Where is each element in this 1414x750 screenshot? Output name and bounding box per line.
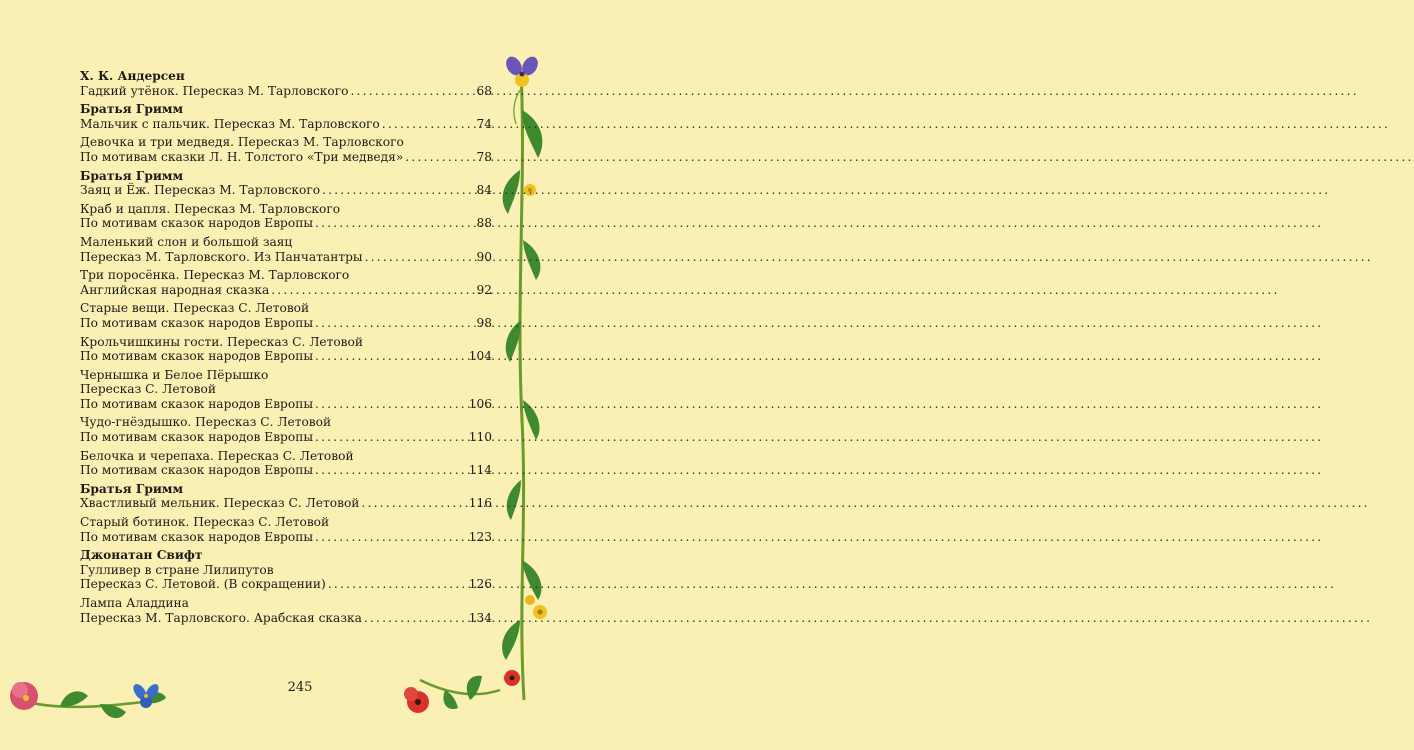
- toc-line: [80, 117, 492, 132]
- toc-line: [80, 611, 492, 626]
- toc-author: [80, 169, 492, 184]
- entry-title: Пересказ С. Летовой. (В сокращении): [80, 577, 326, 592]
- toc-entry: [80, 415, 492, 444]
- table-of-contents: [80, 69, 492, 629]
- toc-entry: [80, 548, 492, 592]
- entry-title: По мотивам сказок народов Европы: [80, 216, 314, 231]
- entry-title: Пересказ С. Летовой: [80, 382, 216, 397]
- dot-leader: [364, 611, 467, 626]
- entry-title: По мотивам сказок народов Европы: [80, 349, 314, 364]
- author-name: Братья Гримм: [80, 102, 184, 117]
- toc-line: [80, 216, 492, 231]
- violet-flower-icon: [503, 54, 541, 87]
- toc-author: [80, 482, 492, 497]
- entry-title: Заяц и Ёж. Пересказ М. Тарловского: [80, 183, 321, 198]
- toc-line: [80, 268, 492, 283]
- dot-leader: [315, 430, 467, 445]
- entry-title: Английская народная сказка: [80, 282, 270, 297]
- entry-page-number: 68: [476, 83, 492, 98]
- entry-page-number: 104: [468, 349, 492, 364]
- entry-page-number: 92: [476, 282, 492, 297]
- toc-line: [80, 496, 492, 511]
- entry-title: По мотивам сказок народов Европы: [80, 529, 314, 544]
- entry-title: Мальчик с пальчик. Пересказ М. Тарловского: [80, 116, 380, 131]
- toc-line: [80, 430, 492, 445]
- entry-title: По мотивам сказок народов Европы: [80, 396, 314, 411]
- toc-line: [80, 382, 492, 397]
- entry-title: Старые вещи. Пересказ С. Летовой: [80, 301, 310, 316]
- toc-author: [80, 548, 492, 563]
- toc-line: [80, 316, 492, 331]
- entry-page-number: 106: [468, 396, 492, 411]
- toc-line: [80, 463, 492, 478]
- toc-entry: [80, 268, 492, 297]
- toc-line: [80, 349, 492, 364]
- dot-leader: [315, 530, 467, 545]
- entry-title: Гулливер в стране Лилипутов: [80, 562, 274, 577]
- toc-entry: [80, 102, 492, 131]
- dot-leader: [328, 577, 467, 592]
- entry-title: По мотивам сказок народов Европы: [80, 430, 314, 445]
- page-number: 245: [287, 680, 313, 695]
- dot-leader: [350, 84, 474, 99]
- entry-title: По мотивам сказок народов Европы: [80, 315, 314, 330]
- entry-page-number: 114: [468, 463, 492, 478]
- toc-line: [80, 515, 492, 530]
- toc-line: [80, 596, 492, 611]
- toc-entry: [80, 301, 492, 330]
- toc-line: [80, 449, 492, 464]
- dot-leader: [315, 349, 467, 364]
- author-name: Х. К. Андерсен: [80, 69, 185, 83]
- toc-line: [80, 84, 492, 99]
- dot-leader: [271, 283, 474, 298]
- entry-title: По мотивам сказок народов Европы: [80, 463, 314, 478]
- dot-leader: [322, 183, 474, 198]
- dot-leader: [361, 496, 466, 511]
- author-name: Джонатан Свифт: [80, 548, 203, 563]
- toc-entry: [80, 135, 492, 164]
- toc-line: [80, 335, 492, 350]
- toc-author: [80, 102, 492, 117]
- entry-page-number: 78: [476, 149, 492, 164]
- toc-author: [80, 69, 492, 84]
- entry-page-number: 98: [476, 315, 492, 330]
- toc-line: [80, 235, 492, 250]
- toc-line: [80, 135, 492, 150]
- entry-title: Пересказ М. Тарловского. Из Панчатантры: [80, 249, 363, 264]
- entry-page-number: 126: [468, 577, 492, 592]
- dot-leader: [382, 117, 475, 132]
- toc-line: [80, 368, 492, 383]
- toc-entry: [80, 169, 492, 198]
- entry-title: Чудо-гнёздышко. Пересказ С. Летовой: [80, 415, 332, 430]
- toc-entry: [80, 515, 492, 544]
- toc-entry: [80, 449, 492, 478]
- toc-line: [80, 150, 492, 165]
- entry-page-number: 88: [476, 216, 492, 231]
- entry-title: Маленький слон и большой заяц: [80, 234, 293, 249]
- entry-page-number: 116: [468, 496, 492, 511]
- author-name: Братья Гримм: [80, 168, 184, 183]
- toc-entry: [80, 235, 492, 264]
- entry-title: Хвастливый мельник. Пересказ С. Летовой: [80, 496, 360, 511]
- entry-title: Старый ботинок. Пересказ С. Летовой: [80, 515, 330, 530]
- vine-stem: [514, 72, 524, 700]
- entry-page-number: 74: [476, 116, 492, 131]
- toc-line: [80, 202, 492, 217]
- entry-page-number: 84: [476, 183, 492, 198]
- toc-entry: [80, 368, 492, 412]
- toc-entry: [80, 202, 492, 231]
- entry-title: Девочка и три медведя. Пересказ М. Тарловского: [80, 135, 404, 150]
- toc-line: [80, 397, 492, 412]
- toc-line: [80, 301, 492, 316]
- dot-leader: [315, 316, 474, 331]
- toc-line: [80, 530, 492, 545]
- entry-page-number: 134: [468, 610, 492, 625]
- entry-page-number: 123: [468, 529, 492, 544]
- entry-title: Краб и цапля. Пересказ М. Тарловского: [80, 201, 341, 216]
- toc-line: [80, 563, 492, 578]
- entry-page-number: 90: [476, 249, 492, 264]
- toc-line: [80, 183, 492, 198]
- entry-title: Лампа Аладдина: [80, 596, 189, 610]
- entry-title: Белочка и черепаха. Пересказ С. Летовой: [80, 448, 354, 463]
- entry-title: Пересказ М. Тарловского. Арабская сказка: [80, 610, 362, 625]
- dot-leader: [315, 216, 474, 231]
- toc-line: [80, 250, 492, 265]
- entry-title: Гадкий утёнок. Пересказ М. Тарловского: [80, 83, 349, 98]
- dot-leader: [365, 250, 475, 265]
- toc-line: [80, 577, 492, 592]
- dot-leader: [405, 150, 474, 165]
- author-name: Братья Гримм: [80, 481, 184, 496]
- entry-title: Чернышка и Белое Пёрышко: [80, 367, 269, 382]
- book-page: [0, 0, 600, 750]
- dot-leader: [315, 463, 467, 478]
- entry-page-number: 110: [468, 430, 492, 445]
- toc-line: [80, 283, 492, 298]
- toc-entry: [80, 335, 492, 364]
- toc-entry: [80, 596, 492, 625]
- entry-title: По мотивам сказки Л. Н. Толстого «Три медведя»: [80, 149, 404, 164]
- entry-title: Три поросёнка. Пересказ М. Тарловского: [80, 268, 350, 283]
- dot-leader: [315, 397, 467, 412]
- toc-entry: [80, 69, 492, 98]
- toc-line: [80, 415, 492, 430]
- entry-title: Крольчишкины гости. Пересказ С. Летовой: [80, 334, 364, 349]
- toc-entry: [80, 482, 492, 511]
